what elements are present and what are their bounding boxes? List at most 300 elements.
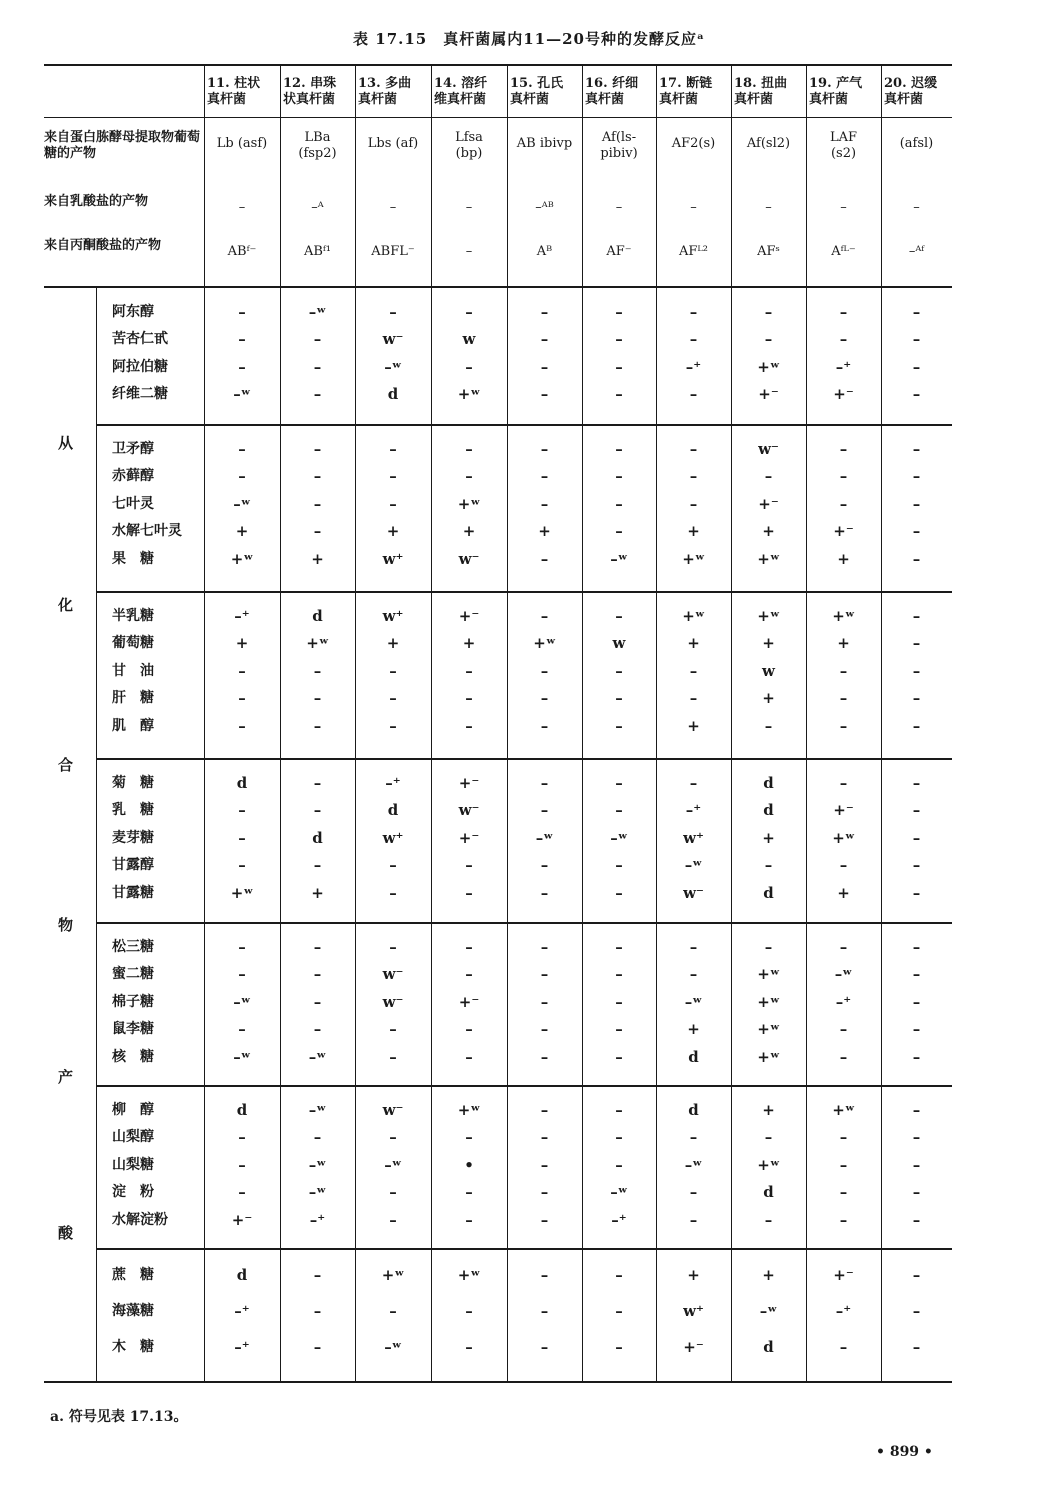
reaction-cell: – xyxy=(839,1338,848,1356)
reaction-cell: w xyxy=(612,634,626,653)
reaction-cell: – xyxy=(540,607,549,625)
reaction-cell: + xyxy=(762,689,775,708)
reaction-cell: – xyxy=(389,1020,397,1039)
reaction-cell: + xyxy=(762,828,775,847)
reaction-cell: – xyxy=(313,965,322,984)
reaction-cell: – xyxy=(912,938,921,956)
reaction-cell: – xyxy=(839,856,848,875)
reaction-cell: –⁺ xyxy=(385,774,401,792)
reaction-cell: – xyxy=(238,689,246,708)
species-header: 11. 柱状 真杆菌 xyxy=(207,76,261,107)
reaction-cell: d xyxy=(312,828,323,847)
reaction-cell: – xyxy=(389,440,397,458)
reaction-cell: –ʷ xyxy=(610,549,628,568)
product-cell: Lbs (af) xyxy=(367,136,419,151)
reaction-cell: d xyxy=(312,607,323,625)
reaction-cell: –ʷ xyxy=(684,992,703,1011)
reaction-cell: – xyxy=(839,689,848,708)
reaction-cell: w⁻ xyxy=(458,801,480,820)
reaction-cell: – xyxy=(615,689,623,708)
reaction-cell: – xyxy=(615,440,623,458)
reaction-cell: – xyxy=(313,522,322,541)
reaction-cell: – xyxy=(238,440,246,458)
compound-label: 菊 糖 xyxy=(112,775,154,791)
reaction-cell: – xyxy=(540,357,549,376)
reaction-cell: – xyxy=(465,467,473,486)
species-header: 18. 扭曲 真杆菌 xyxy=(734,76,788,107)
reaction-cell: – xyxy=(689,689,698,708)
reaction-cell: – xyxy=(389,716,397,735)
product-cell: ABᶠ⁻ xyxy=(227,244,257,259)
reaction-cell: – xyxy=(839,303,848,321)
reaction-cell: + xyxy=(235,522,249,541)
reaction-cell: – xyxy=(238,965,246,984)
reaction-cell: – xyxy=(615,303,623,321)
reaction-cell: +ʷ xyxy=(832,828,855,847)
product-cell: ABFL⁻ xyxy=(371,244,415,259)
reaction-cell: –ʷ xyxy=(384,357,402,376)
reaction-cell: – xyxy=(313,330,322,349)
reaction-cell: – xyxy=(615,1302,623,1320)
reaction-cell: – xyxy=(313,494,322,513)
reaction-cell: + xyxy=(311,883,324,902)
reaction-cell: –ʷ xyxy=(384,1338,402,1356)
reaction-cell: + xyxy=(687,1020,700,1039)
product-cell: – xyxy=(615,200,623,215)
reaction-cell: – xyxy=(313,992,322,1011)
reaction-cell: – xyxy=(540,1266,549,1284)
reaction-cell: – xyxy=(912,774,921,792)
reaction-cell: – xyxy=(389,689,397,708)
table-rule xyxy=(44,286,952,288)
reaction-cell: – xyxy=(839,467,848,486)
reaction-cell: – xyxy=(912,467,921,486)
reaction-cell: + xyxy=(762,1266,775,1284)
reaction-cell: – xyxy=(389,1183,397,1202)
reaction-cell: – xyxy=(764,330,773,349)
footnote: a. 符号见表 17.13。 xyxy=(50,1409,188,1425)
reaction-cell: –ʷ xyxy=(684,856,703,875)
reaction-cell: – xyxy=(465,661,473,680)
table-rule xyxy=(96,1248,952,1250)
compound-label: 甘露醇 xyxy=(112,857,154,874)
reaction-cell: – xyxy=(313,357,322,376)
reaction-cell: w⁻ xyxy=(382,330,404,349)
reaction-cell: – xyxy=(912,661,921,680)
species-header: 20. 迟缓 真杆菌 xyxy=(884,76,938,107)
reaction-cell: –ʷ xyxy=(308,303,327,321)
reaction-cell: – xyxy=(238,661,246,680)
reaction-cell: – xyxy=(839,774,848,792)
product-cell: –ᴬᴮ xyxy=(535,200,554,215)
reaction-cell: – xyxy=(540,1155,549,1174)
compound-label: 卫矛醇 xyxy=(112,441,154,457)
reaction-cell: – xyxy=(238,828,246,847)
table-title: 表 17.15 真杆菌属内11—20号种的发酵反应ᵃ xyxy=(353,30,705,48)
reaction-cell: +⁻ xyxy=(458,774,480,792)
compound-label: 核 糖 xyxy=(112,1048,154,1065)
reaction-cell: – xyxy=(689,303,698,321)
reaction-cell: – xyxy=(540,661,549,680)
reaction-cell: – xyxy=(389,1047,397,1066)
reaction-cell: d xyxy=(688,1047,699,1066)
reaction-cell: +⁻ xyxy=(833,522,854,541)
reaction-cell: – xyxy=(465,357,473,376)
compound-label: 蔗 糖 xyxy=(112,1267,154,1283)
reaction-cell: – xyxy=(540,1101,549,1119)
compound-label: 山梨糖 xyxy=(112,1156,154,1173)
reaction-cell: – xyxy=(839,716,848,735)
reaction-cell: – xyxy=(615,856,623,875)
reaction-cell: – xyxy=(615,1338,623,1356)
reaction-cell: –ʷ xyxy=(308,1183,327,1202)
product-cell: – xyxy=(840,200,847,215)
product-cell: LAF (s2) xyxy=(829,130,858,161)
reaction-cell: – xyxy=(540,1183,549,1202)
reaction-cell: – xyxy=(313,856,322,875)
reaction-cell: + xyxy=(687,522,700,541)
reaction-cell: + xyxy=(762,634,775,653)
compound-label: 麦芽糖 xyxy=(112,829,154,846)
compound-label: 赤藓醇 xyxy=(112,468,154,485)
reaction-cell: +ʷ xyxy=(533,634,556,653)
reaction-cell: d xyxy=(763,1338,774,1356)
reaction-cell: – xyxy=(465,303,473,321)
reaction-cell: d xyxy=(763,1183,774,1202)
reaction-cell: – xyxy=(912,801,921,820)
product-cell: AF⁻ xyxy=(606,244,632,259)
reaction-cell: – xyxy=(615,494,623,513)
species-header: 15. 孔氏 真杆菌 xyxy=(510,76,564,107)
reaction-cell: – xyxy=(689,938,698,956)
reaction-cell: –⁺ xyxy=(611,1210,627,1229)
reaction-cell: – xyxy=(465,1302,473,1320)
reaction-cell: –ʷ xyxy=(233,992,251,1011)
reaction-cell: + xyxy=(538,522,551,541)
reaction-cell: + xyxy=(687,716,700,735)
reaction-cell: – xyxy=(313,1020,322,1039)
reaction-cell: +ʷ xyxy=(457,1101,481,1119)
reaction-cell: – xyxy=(313,938,322,956)
reaction-cell: – xyxy=(389,856,397,875)
compound-label: 水解淀粉 xyxy=(112,1211,168,1228)
reaction-cell: – xyxy=(912,1302,921,1320)
reaction-cell: – xyxy=(389,1302,397,1320)
reaction-cell: – xyxy=(912,1020,921,1039)
reaction-cell: – xyxy=(615,357,623,376)
reaction-cell: +ʷ xyxy=(381,1266,405,1284)
reaction-cell: – xyxy=(389,467,397,486)
reaction-cell: – xyxy=(689,1128,698,1147)
reaction-cell: – xyxy=(238,303,246,321)
reaction-cell: – xyxy=(689,467,698,486)
compound-label: 淀 粉 xyxy=(112,1184,154,1201)
group-rule xyxy=(96,287,97,1381)
reaction-cell: – xyxy=(389,883,397,902)
reaction-cell: – xyxy=(615,661,623,680)
reaction-cell: + xyxy=(462,522,476,541)
compound-label: 阿东醇 xyxy=(112,304,154,320)
reaction-cell: +⁻ xyxy=(458,992,480,1011)
reaction-cell: – xyxy=(238,1128,246,1147)
reaction-cell: – xyxy=(912,1183,921,1202)
reaction-cell: d xyxy=(763,801,774,820)
reaction-cell: – xyxy=(689,1210,698,1229)
compound-label: 葡萄糖 xyxy=(112,635,154,652)
reaction-cell: – xyxy=(912,1210,921,1229)
reaction-cell: – xyxy=(540,689,549,708)
reaction-cell: – xyxy=(389,1128,397,1147)
reaction-cell: – xyxy=(689,385,698,404)
reaction-cell: +⁻ xyxy=(683,1338,704,1356)
reaction-cell: – xyxy=(912,634,921,653)
product-cell: Aᶠᴸ⁻ xyxy=(831,244,856,259)
reaction-cell: w⁺ xyxy=(382,828,404,847)
reaction-cell: – xyxy=(313,385,322,404)
reaction-cell: –⁺ xyxy=(835,992,852,1011)
product-cell: AFˢ xyxy=(757,244,780,259)
reaction-cell: – xyxy=(912,357,921,376)
reaction-cell: – xyxy=(839,1020,848,1039)
reaction-cell: – xyxy=(313,1338,322,1356)
reaction-cell: – xyxy=(912,965,921,984)
reaction-cell: – xyxy=(839,661,848,680)
reaction-cell: – xyxy=(839,494,848,513)
reaction-cell: w xyxy=(762,661,775,680)
reaction-cell: – xyxy=(465,1047,473,1066)
reaction-cell: d xyxy=(763,774,774,792)
reaction-cell: +ʷ xyxy=(832,607,855,625)
reaction-cell: – xyxy=(540,549,549,568)
reaction-cell: – xyxy=(540,1302,549,1320)
product-cell: Lfsa (bp) xyxy=(455,130,483,161)
reaction-cell: – xyxy=(465,440,473,458)
reaction-cell: + xyxy=(386,522,400,541)
table-rule xyxy=(96,591,952,593)
reaction-cell: – xyxy=(615,522,623,541)
table-rule xyxy=(44,64,952,66)
product-cell: – xyxy=(389,200,397,215)
reaction-cell: + xyxy=(386,634,400,653)
compound-label: 苦杏仁甙 xyxy=(112,331,168,348)
reaction-cell: – xyxy=(540,992,549,1011)
reaction-cell: +⁻ xyxy=(458,607,480,625)
reaction-cell: –⁺ xyxy=(234,1302,250,1320)
reaction-cell: –ʷ xyxy=(759,1302,778,1320)
reaction-cell: – xyxy=(238,467,246,486)
species-header: 16. 纤细 真杆菌 xyxy=(585,76,639,107)
reaction-cell: +ʷ xyxy=(457,385,481,404)
reaction-cell: +ʷ xyxy=(757,357,780,376)
reaction-cell: +ʷ xyxy=(682,607,705,625)
reaction-cell: – xyxy=(615,1266,623,1284)
reaction-cell: –⁺ xyxy=(234,607,250,625)
species-header: 14. 溶纤 维真杆菌 xyxy=(434,76,488,107)
reaction-cell: – xyxy=(465,856,473,875)
reaction-cell: w⁺ xyxy=(382,549,404,568)
compound-label: 甘 油 xyxy=(112,662,154,679)
reaction-cell: + xyxy=(687,634,700,653)
reaction-cell: – xyxy=(540,774,549,792)
reaction-cell: – xyxy=(313,716,322,735)
reaction-cell: +ʷ xyxy=(757,607,780,625)
reaction-cell: – xyxy=(912,1101,921,1119)
reaction-cell: – xyxy=(540,1338,549,1356)
reaction-cell: –ʷ xyxy=(384,1155,402,1174)
compound-label: 棉子糖 xyxy=(112,993,154,1010)
product-cell: Aᴮ xyxy=(536,244,553,259)
compound-label: 柳 醇 xyxy=(112,1102,154,1118)
reaction-cell: – xyxy=(764,467,773,486)
compound-label: 半乳糖 xyxy=(112,608,154,624)
reaction-cell: – xyxy=(238,1155,246,1174)
product-cell: AFᴸ² xyxy=(678,244,709,259)
reaction-cell: – xyxy=(689,1183,698,1202)
reaction-cell: – xyxy=(615,607,623,625)
reaction-cell: – xyxy=(839,330,848,349)
reaction-cell: – xyxy=(764,1210,773,1229)
reaction-cell: w⁻ xyxy=(382,992,404,1011)
reaction-cell: –⁺ xyxy=(835,1302,852,1320)
side-label-char: 从 xyxy=(58,434,74,452)
reaction-cell: – xyxy=(615,1128,623,1147)
reaction-cell: – xyxy=(540,801,549,820)
reaction-cell: +⁻ xyxy=(758,385,779,404)
table-rule xyxy=(96,1085,952,1087)
reaction-cell: –ʷ xyxy=(684,1155,703,1174)
compound-label: 海藻糖 xyxy=(112,1303,154,1319)
reaction-cell: +ʷ xyxy=(832,1101,855,1119)
reaction-cell: +ʷ xyxy=(757,549,780,568)
compound-label: 山梨醇 xyxy=(112,1129,154,1146)
compound-label: 蜜二糖 xyxy=(112,966,154,983)
reaction-cell: +⁻ xyxy=(833,1266,854,1284)
reaction-cell: – xyxy=(689,494,698,513)
reaction-cell: – xyxy=(465,883,473,902)
reaction-cell: d xyxy=(387,385,399,404)
reaction-cell: – xyxy=(912,494,921,513)
product-cell: ABᶠ¹ xyxy=(303,244,332,259)
compound-label: 肝 糖 xyxy=(112,690,154,707)
reaction-cell: – xyxy=(912,607,921,625)
reaction-cell: + xyxy=(762,1101,775,1119)
product-cell: LBa (fsp2) xyxy=(298,130,337,161)
page-number: • 899 • xyxy=(876,1444,933,1460)
product-row-label: 来自丙酮酸盐的产物 xyxy=(44,238,162,253)
reaction-cell: – xyxy=(465,938,473,956)
reaction-cell: – xyxy=(540,883,549,902)
reaction-cell: –ʷ xyxy=(834,965,853,984)
product-cell: – xyxy=(238,200,246,215)
reaction-cell: +ʷ xyxy=(757,965,780,984)
reaction-cell: –ʷ xyxy=(233,1047,251,1066)
reaction-cell: – xyxy=(615,938,623,956)
reaction-cell: – xyxy=(839,1183,848,1202)
reaction-cell: – xyxy=(839,440,848,458)
reaction-cell: –ʷ xyxy=(308,1047,327,1066)
reaction-cell: – xyxy=(465,1210,473,1229)
reaction-cell: – xyxy=(912,716,921,735)
compound-label: 水解七叶灵 xyxy=(112,523,182,540)
reaction-cell: w⁻ xyxy=(382,1101,404,1119)
reaction-cell: +ʷ xyxy=(230,549,254,568)
reaction-cell: +ʷ xyxy=(306,634,329,653)
reaction-cell: – xyxy=(540,1020,549,1039)
reaction-cell: – xyxy=(465,689,473,708)
reaction-cell: – xyxy=(689,440,698,458)
reaction-cell: +ʷ xyxy=(457,1266,481,1284)
product-cell: Af(ls- pibiv) xyxy=(600,130,638,161)
reaction-cell: – xyxy=(615,801,623,820)
product-cell: – xyxy=(465,200,473,215)
reaction-cell: – xyxy=(313,467,322,486)
reaction-cell: – xyxy=(238,856,246,875)
reaction-cell: d xyxy=(236,1101,248,1119)
reaction-cell: – xyxy=(689,965,698,984)
reaction-cell: +ʷ xyxy=(757,992,780,1011)
product-cell: – xyxy=(465,244,473,259)
compound-label: 木 糖 xyxy=(112,1339,154,1355)
reaction-cell: +ʷ xyxy=(457,494,481,513)
species-header: 13. 多曲 真杆菌 xyxy=(358,76,412,107)
reaction-cell: – xyxy=(238,1183,246,1202)
reaction-cell: + xyxy=(837,883,850,902)
reaction-cell: – xyxy=(313,801,322,820)
reaction-cell: – xyxy=(615,965,623,984)
compound-label: 果 糖 xyxy=(112,550,154,567)
reaction-cell: – xyxy=(689,661,698,680)
reaction-cell: – xyxy=(540,303,549,321)
reaction-cell: – xyxy=(465,965,473,984)
reaction-cell: – xyxy=(689,774,698,792)
reaction-cell: – xyxy=(540,1047,549,1066)
product-cell: – xyxy=(765,200,772,215)
reaction-cell: – xyxy=(764,1128,773,1147)
reaction-cell: –⁺ xyxy=(685,357,702,376)
table-rule xyxy=(96,424,952,426)
reaction-cell: w⁺ xyxy=(382,607,404,625)
reaction-cell: w⁺ xyxy=(683,1302,704,1320)
compound-label: 乳 糖 xyxy=(112,802,154,819)
reaction-cell: +ʷ xyxy=(757,1020,780,1039)
species-header: 19. 产气 真杆菌 xyxy=(809,76,863,107)
reaction-cell: –ʷ xyxy=(308,1101,327,1119)
reaction-cell: – xyxy=(540,385,549,404)
reaction-cell: – xyxy=(912,1047,921,1066)
reaction-cell: w⁻ xyxy=(683,883,704,902)
reaction-cell: – xyxy=(615,330,623,349)
reaction-cell: – xyxy=(912,549,921,568)
compound-label: 纤维二糖 xyxy=(112,386,168,403)
product-cell: Lb (asf) xyxy=(216,136,268,151)
side-label-char: 合 xyxy=(58,756,74,774)
reaction-cell: – xyxy=(839,1210,848,1229)
compound-label: 阿拉伯糖 xyxy=(112,358,168,375)
reaction-cell: – xyxy=(389,661,397,680)
product-cell: (afsl) xyxy=(899,136,934,151)
reaction-cell: – xyxy=(238,716,246,735)
reaction-cell: + xyxy=(462,634,476,653)
reaction-cell: +⁻ xyxy=(758,494,779,513)
reaction-cell: – xyxy=(465,716,473,735)
reaction-cell: w⁻ xyxy=(382,965,404,984)
reaction-cell: – xyxy=(389,303,397,321)
reaction-cell: – xyxy=(615,1047,623,1066)
reaction-cell: + xyxy=(837,549,850,568)
compound-label: 肌 醇 xyxy=(112,717,154,734)
reaction-cell: – xyxy=(313,1128,322,1147)
product-cell: AF2(s) xyxy=(671,136,716,151)
